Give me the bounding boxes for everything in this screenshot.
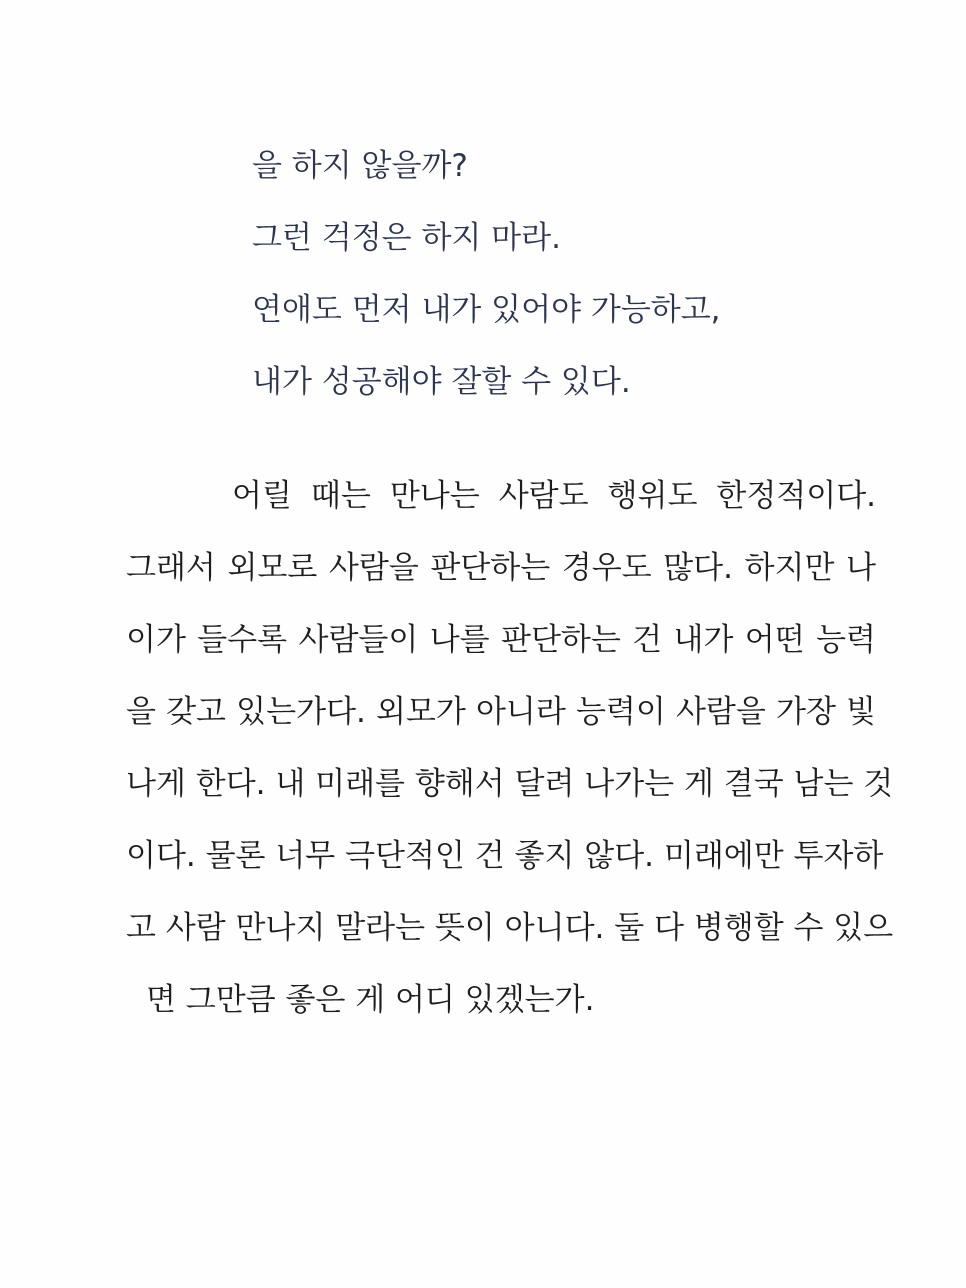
quote-block [252, 130, 852, 418]
paragraph-line: 고 사람 만나지 말라는 뜻이 아니다. 둘 다 병행할 수 있으 [126, 910, 894, 946]
body-paragraph [126, 460, 894, 1036]
paragraph-line: 어릴 때는 만나는 사람도 행위도 한정적이다. [232, 478, 876, 514]
quote-line: 내가 성공해야 잘할 수 있다. [252, 364, 631, 400]
paragraph-line: 이다. 물론 너무 극단적인 건 좋지 않다. 미래에만 투자하 [126, 838, 884, 874]
quote-line: 그런 걱정은 하지 마라. [252, 220, 561, 256]
paragraph-line: 이가 들수록 사람들이 나를 판단하는 건 내가 어떤 능력 [126, 622, 876, 658]
paragraph-line: 나게 한다. 내 미래를 향해서 달려 나가는 게 결국 남는 것 [126, 766, 894, 802]
paragraph-line: 그래서 외모로 사람을 판단하는 경우도 많다. 하지만 나 [126, 550, 876, 586]
quote-line: 을 하지 않을까? [252, 148, 468, 184]
paragraph-line: 면 그만큼 좋은 게 어디 있겠는가. [146, 982, 595, 1018]
quote-line: 연애도 먼저 내가 있어야 가능하고, [252, 292, 721, 328]
paragraph-line: 을 갖고 있는가다. 외모가 아니라 능력이 사람을 가장 빛 [126, 694, 876, 730]
